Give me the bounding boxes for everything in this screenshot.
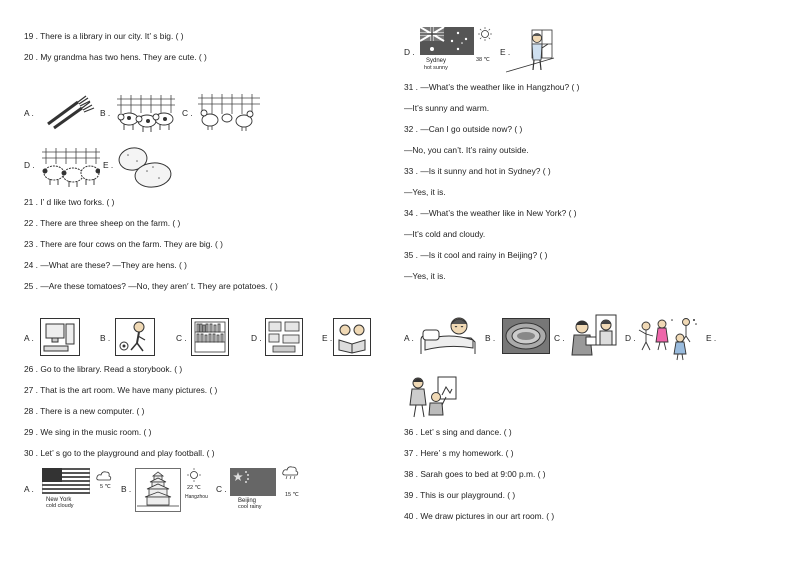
option-a-label: A . [24, 108, 34, 118]
question-22: 22 . There are three sheep on the farm. ( ) [24, 218, 181, 228]
answer-34: —It’s cold and cloudy. [404, 229, 486, 239]
hangzhou-city: Hangzhou [185, 494, 208, 500]
weather-card-beijing [230, 466, 306, 512]
question-27: 27 . That is the art room. We have many pictures. ( ) [24, 385, 218, 395]
question-29: 29 . We sing in the music room. ( ) [24, 427, 152, 437]
question-37: 37 . Here’ s my homework. ( ) [404, 448, 514, 458]
sun-icon [478, 27, 492, 41]
question-36: 36 . Let’ s sing and dance. ( ) [404, 427, 512, 437]
option-a-label: A . [24, 484, 34, 494]
reading-picture [333, 318, 371, 356]
answer-35: —Yes, it is. [404, 271, 446, 281]
new-york-city: New York [46, 497, 72, 503]
option-c-label: C . [554, 333, 565, 343]
question-31: 31 . —What’s the weather like in Hangzhou? ( ) [404, 82, 580, 92]
sheep-picture [42, 146, 100, 188]
question-26: 26 . Go to the library. Read a storybook. ( ) [24, 364, 183, 374]
option-d-label: D . [404, 47, 415, 57]
sydney-city: Sydney [426, 58, 447, 64]
option-d-label: D . [251, 333, 262, 343]
art-room-picture [265, 318, 303, 356]
question-38: 38 . Sarah goes to bed at 9:00 p.m. ( ) [404, 469, 546, 479]
new-york-desc: cold cloudy [46, 503, 74, 509]
football-picture [115, 318, 155, 356]
sydney-desc: hot sunny [424, 65, 448, 71]
homework-picture [568, 313, 618, 359]
question-39: 39 . This is our playground. ( ) [404, 490, 516, 500]
option-e-label: E . [500, 47, 511, 57]
question-32: 32 . —Can I go outside now? ( ) [404, 124, 523, 134]
weather-card-hangzhou [135, 468, 211, 514]
hens-picture [198, 92, 260, 132]
option-b-label: B . [100, 108, 111, 118]
teacher-at-window-picture [506, 28, 556, 74]
sun-icon [187, 468, 201, 482]
beijing-temp: 15 ℃ [285, 492, 299, 498]
playground-picture [502, 318, 550, 354]
option-c-label: C . [176, 333, 187, 343]
question-35: 35 . —Is it cool and rainy in Beijing? ( ) [404, 250, 548, 260]
option-b-label: B . [100, 333, 111, 343]
option-b-label: B . [121, 484, 132, 494]
option-a-label: A . [24, 333, 34, 343]
question-19: 19 . There is a library in our city. It’ s big. ( ) [24, 31, 184, 41]
question-21: 21 . I’ d like two forks. ( ) [24, 197, 115, 207]
option-e-label: E . [706, 333, 717, 343]
rain-cloud-icon [282, 466, 300, 480]
question-40: 40 . We draw pictures in our art room. ( ) [404, 511, 555, 521]
option-c-label: C . [216, 484, 227, 494]
option-c-label: C . [182, 108, 193, 118]
weather-card-new-york [40, 466, 116, 512]
question-34: 34 . —What’s the weather like in New York? ( ) [404, 208, 577, 218]
sydney-temp: 38 ℃ [476, 57, 490, 63]
option-d-label: D . [625, 333, 636, 343]
forks-picture [44, 94, 96, 130]
question-20: 20 . My grandma has two hens. They are cute. ( ) [24, 52, 207, 62]
question-23: 23 . There are four cows on the farm. They are big. ( ) [24, 239, 223, 249]
question-25: 25 . —Are these tomatoes? —No, they aren′ t. They are potatoes. ( ) [24, 281, 278, 291]
question-30: 30 . Let’ s go to the playground and play football. ( ) [24, 448, 215, 458]
library-picture [191, 318, 229, 356]
bedtime-picture [419, 314, 477, 356]
weather-card-sydney [418, 27, 498, 73]
answer-32: —No, you can’t. It’s rainy outside. [404, 145, 529, 155]
dancing-picture [636, 316, 698, 362]
option-d-label: D . [24, 160, 35, 170]
option-e-label: E . [103, 160, 114, 170]
option-e-label: E . [322, 333, 333, 343]
option-a-label: A . [404, 333, 414, 343]
computer-picture [40, 318, 80, 356]
question-24: 24 . —What are these? —They are hens. ( ) [24, 260, 187, 270]
hangzhou-temp: 22 ℃ [187, 485, 201, 491]
option-b-label: B . [485, 333, 496, 343]
cloud-icon [96, 470, 112, 482]
answer-31: —It’s sunny and warm. [404, 103, 490, 113]
answer-33: —Yes, it is. [404, 187, 446, 197]
cows-picture [117, 93, 175, 133]
question-28: 28 . There is a new computer. ( ) [24, 406, 145, 416]
beijing-city: Beijing [238, 498, 257, 504]
beijing-desc: cool rainy [238, 504, 262, 510]
new-york-temp: 5 ℃ [100, 484, 111, 490]
drawing-picture [408, 375, 458, 419]
potatoes-picture [117, 145, 173, 189]
question-33: 33 . —Is it sunny and hot in Sydney? ( ) [404, 166, 551, 176]
